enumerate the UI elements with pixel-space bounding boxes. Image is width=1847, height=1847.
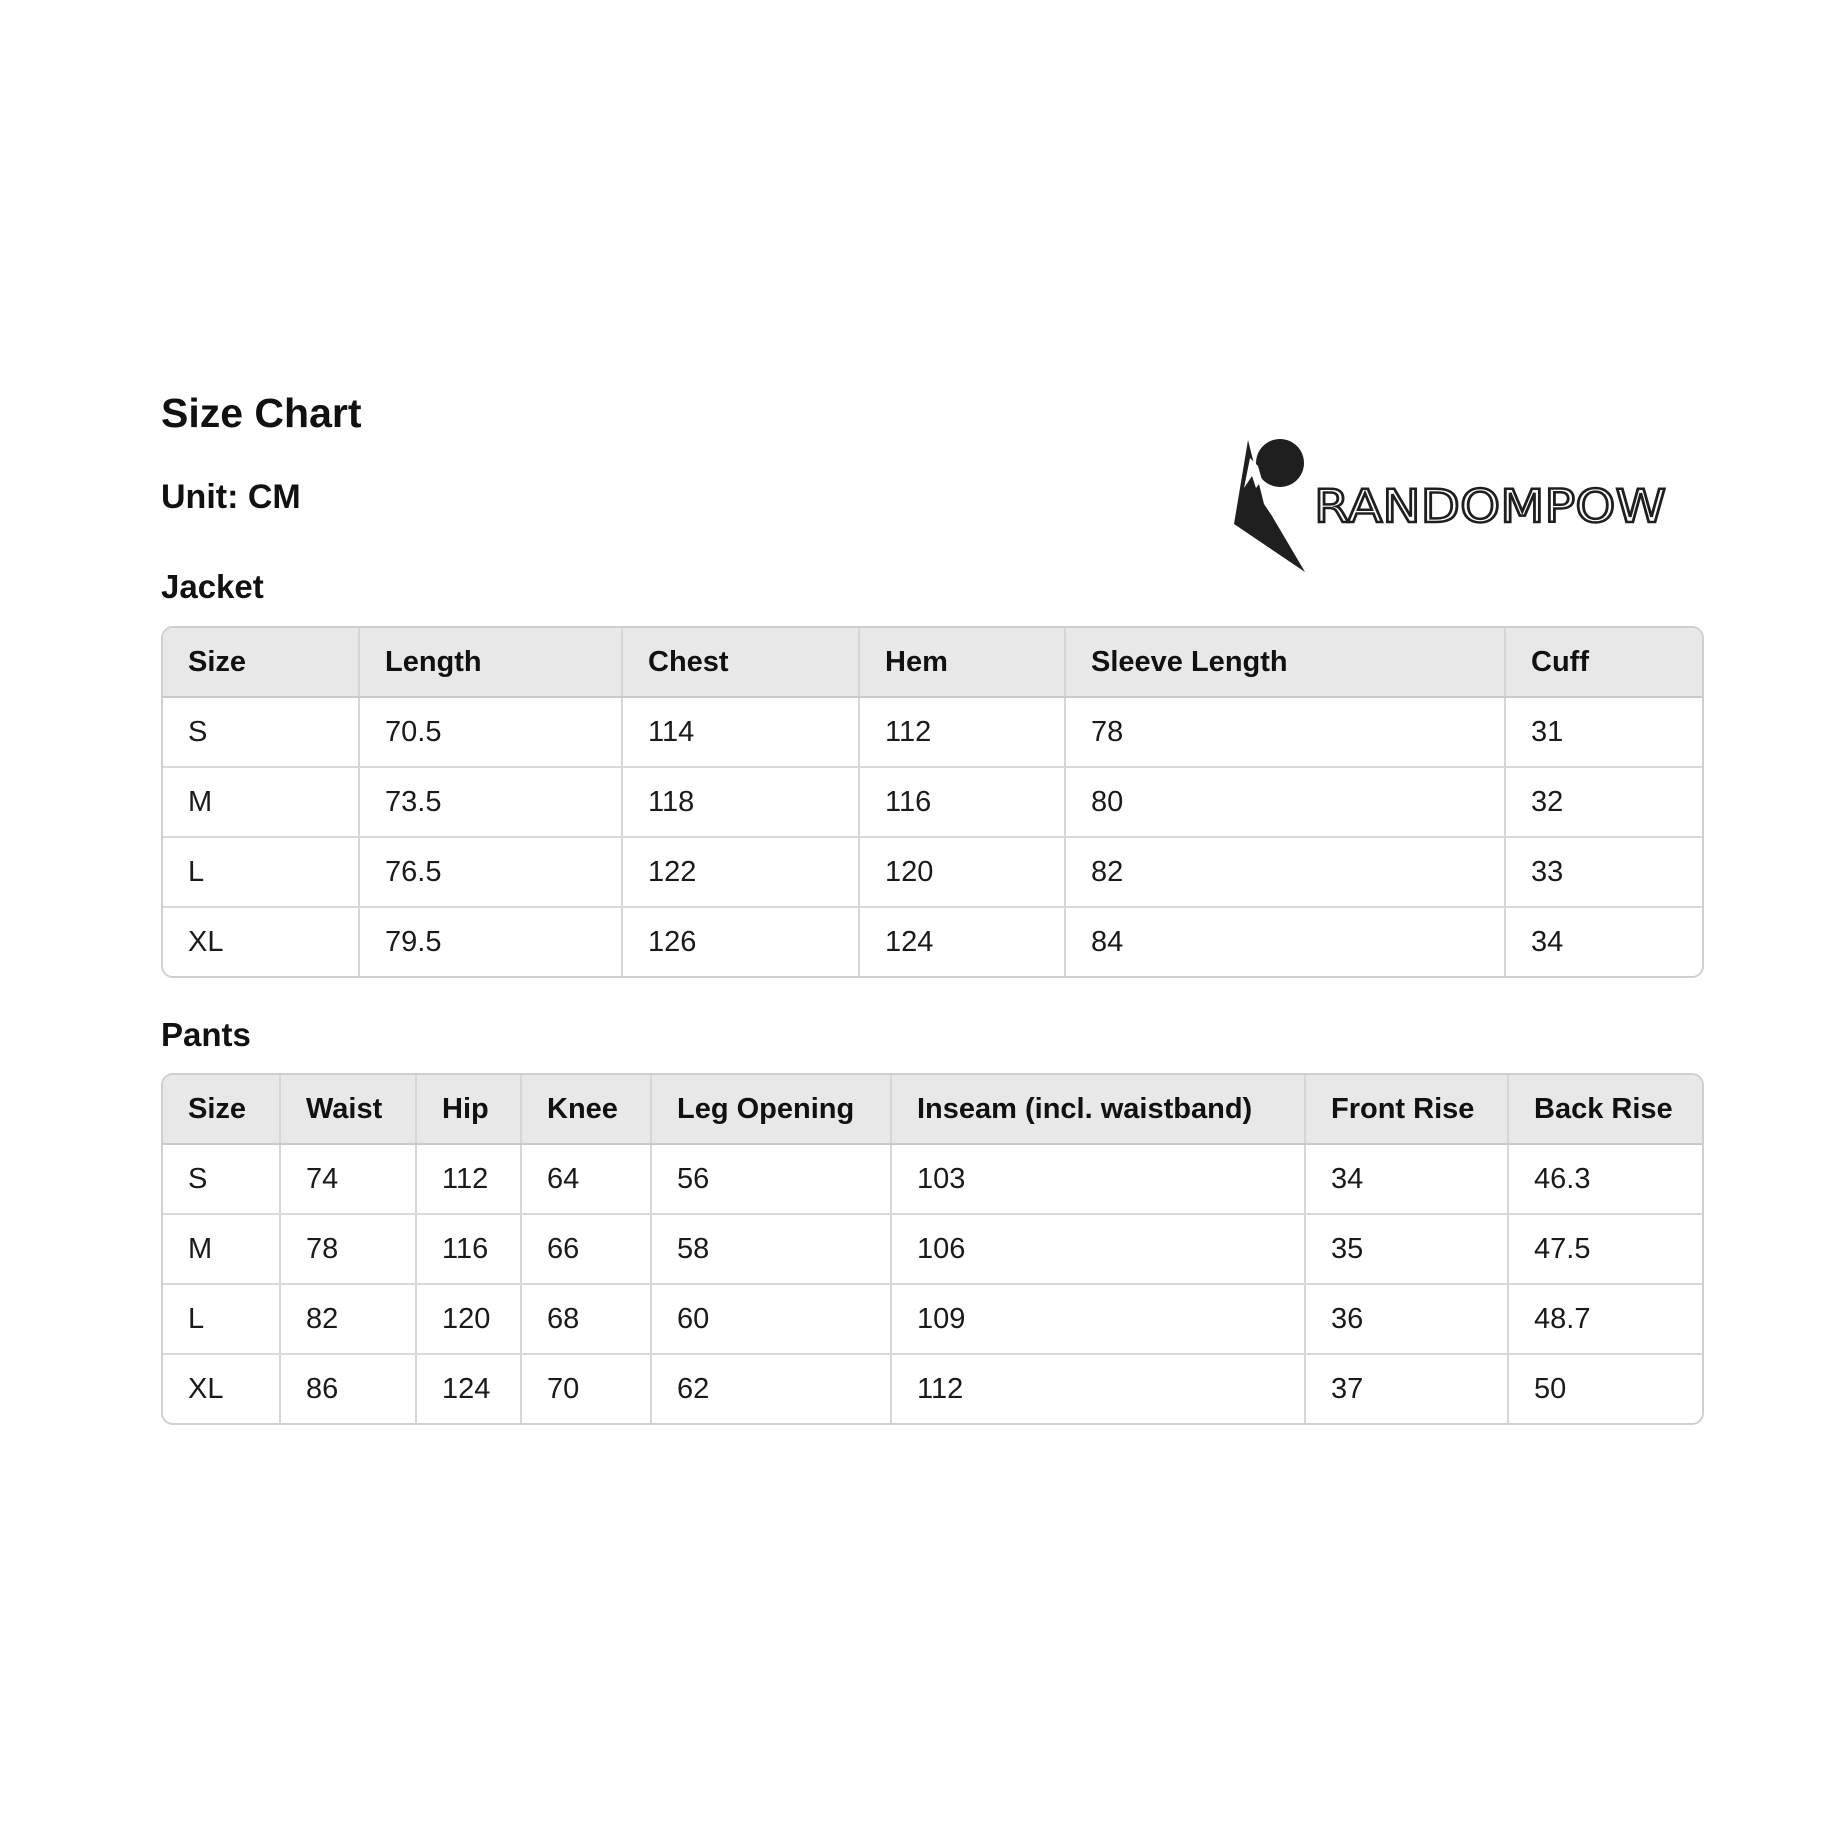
table-row bbox=[163, 907, 1702, 976]
pants-header-leg-opening: Leg Opening bbox=[651, 1075, 891, 1144]
pants-header-size: Size bbox=[163, 1075, 280, 1144]
table-cell: 34 bbox=[1531, 925, 1564, 958]
table-cell: 50 bbox=[1534, 1372, 1567, 1405]
table-cell: L bbox=[163, 1284, 280, 1354]
unit-label: Unit: CM bbox=[161, 478, 301, 516]
pants-header-back-rise: Back Rise bbox=[1508, 1075, 1702, 1144]
table-row bbox=[163, 1214, 1702, 1284]
table-cell: 106 bbox=[891, 1214, 1305, 1284]
table-cell: 36 bbox=[1305, 1284, 1508, 1354]
table-row bbox=[163, 1354, 1702, 1423]
table-cell: 118 bbox=[622, 767, 859, 837]
table-cell: 124 bbox=[859, 907, 1065, 976]
page-title: Size Chart bbox=[161, 390, 362, 436]
table-cell: 112 bbox=[416, 1144, 521, 1214]
jacket-header-size: Size bbox=[163, 628, 359, 697]
jacket-header-chest: Chest bbox=[622, 628, 859, 697]
table-cell: 126 bbox=[622, 907, 859, 976]
table-cell: 116 bbox=[416, 1214, 521, 1284]
pants-section-title: Pants bbox=[161, 1016, 251, 1053]
table-cell: 70.5 bbox=[359, 697, 622, 767]
table-cell: M bbox=[163, 1214, 280, 1284]
table-cell: 120 bbox=[416, 1284, 521, 1354]
table-cell: 114 bbox=[622, 697, 859, 767]
table-row bbox=[163, 767, 1702, 837]
table-cell: 37 bbox=[1305, 1354, 1508, 1423]
table-cell: 46.3 bbox=[1508, 1144, 1702, 1214]
table-cell: 66 bbox=[521, 1214, 651, 1284]
table-cell: 76.5 bbox=[359, 837, 622, 907]
table-row bbox=[163, 1144, 1702, 1214]
table-cell: 82 bbox=[1065, 837, 1505, 907]
table-cell: 78 bbox=[1065, 697, 1505, 767]
table-cell: 120 bbox=[859, 837, 1065, 907]
table-cell: 86 bbox=[280, 1354, 416, 1423]
table-cell: XL bbox=[163, 1354, 280, 1423]
jacket-size-table bbox=[161, 626, 1704, 978]
table-cell: 103 bbox=[891, 1144, 1305, 1214]
table-cell: 112 bbox=[859, 697, 1065, 767]
table-cell: 84 bbox=[1065, 907, 1505, 976]
jacket-header-length: Length bbox=[359, 628, 622, 697]
jacket-header-cuff: Cuff bbox=[1505, 628, 1702, 697]
table-cell: S bbox=[163, 1144, 280, 1214]
table-cell: 109 bbox=[891, 1284, 1305, 1354]
table-cell: 73.5 bbox=[359, 767, 622, 837]
pants-size-table bbox=[161, 1073, 1704, 1425]
table-cell: S bbox=[163, 697, 359, 767]
table-cell: 34 bbox=[1305, 1144, 1508, 1214]
table-cell: M bbox=[163, 767, 359, 837]
table-cell: 62 bbox=[651, 1354, 891, 1423]
jacket-header-sleeve-length: Sleeve Length bbox=[1065, 628, 1505, 697]
pants-header-hip: Hip bbox=[416, 1075, 521, 1144]
table-cell: 112 bbox=[891, 1354, 1305, 1423]
table-row bbox=[163, 1284, 1702, 1354]
pants-header-knee: Knee bbox=[521, 1075, 651, 1144]
table-cell: 78 bbox=[280, 1214, 416, 1284]
table-cell: XL bbox=[163, 907, 359, 976]
table-row bbox=[163, 697, 1702, 767]
table-cell: 80 bbox=[1065, 767, 1505, 837]
table-cell: 116 bbox=[859, 767, 1065, 837]
table-cell: L bbox=[163, 837, 359, 907]
brand-logo bbox=[1234, 432, 1674, 578]
pants-header-inseam: Inseam (incl. waistband) bbox=[891, 1075, 1305, 1144]
jacket-section-title: Jacket bbox=[161, 568, 264, 605]
table-cell: 124 bbox=[416, 1354, 521, 1423]
pants-header-front-rise: Front Rise bbox=[1305, 1075, 1508, 1144]
table-cell: 79.5 bbox=[359, 907, 622, 976]
table-cell: 31 bbox=[1505, 697, 1702, 767]
table-cell: 70 bbox=[521, 1354, 651, 1423]
table-cell: 35 bbox=[1305, 1214, 1508, 1284]
table-cell: 64 bbox=[521, 1144, 651, 1214]
table-cell: 32 bbox=[1505, 767, 1702, 837]
jacket-header-hem: Hem bbox=[859, 628, 1065, 697]
table-row bbox=[163, 837, 1702, 907]
jacket-header-row bbox=[163, 628, 1702, 697]
pants-header-row bbox=[163, 1075, 1702, 1144]
pants-header-waist: Waist bbox=[280, 1075, 416, 1144]
table-cell: 48.7 bbox=[1508, 1284, 1702, 1354]
table-cell: 47.5 bbox=[1508, 1214, 1702, 1284]
table-cell: 74 bbox=[280, 1144, 416, 1214]
table-cell: 33 bbox=[1505, 837, 1702, 907]
table-cell: 68 bbox=[521, 1284, 651, 1354]
table-cell: 58 bbox=[651, 1214, 891, 1284]
mountain-p-logo-icon bbox=[1234, 439, 1305, 572]
table-cell: 56 bbox=[651, 1144, 891, 1214]
brand-name: RANDOMPOW bbox=[1314, 480, 1666, 533]
table-cell: 60 bbox=[651, 1284, 891, 1354]
table-cell: 82 bbox=[280, 1284, 416, 1354]
table-cell: 122 bbox=[622, 837, 859, 907]
